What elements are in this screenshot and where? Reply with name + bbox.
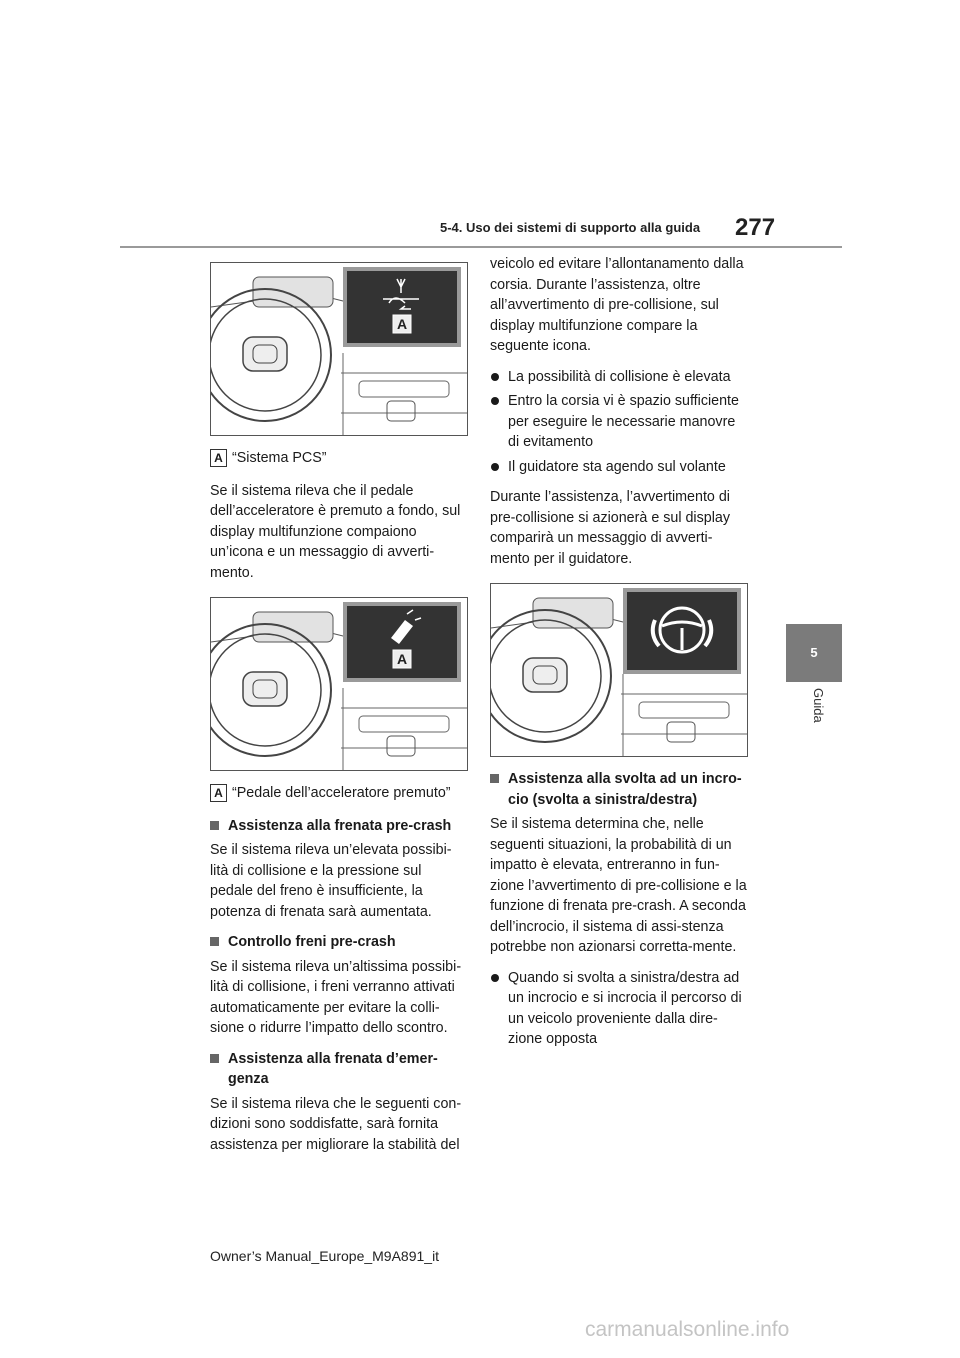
right-column (490, 254, 748, 1054)
section-title: 5-4. Uso dei sistemi di supporto alla guida (440, 220, 701, 235)
paragraph: Se il sistema rileva che le seguenti con-dizioni sono soddisfatte, sarà fornita assistenza per migliorare la stabilità del (210, 1095, 462, 1153)
header-rule (120, 246, 842, 248)
dashboard-illustration-icon (211, 263, 467, 435)
left-column (210, 262, 468, 1165)
dashboard-illustration-icon (491, 584, 747, 756)
chapter-tab[interactable]: 5 (786, 624, 842, 682)
paragraph: Se il sistema rileva un’elevata possibi-lità di collisione e la pressione sul pedale del freno è insufficiente, la potenza di frenata sarà aumentata. (210, 842, 452, 920)
page-number: 277 (735, 214, 776, 241)
bullet-item: Il guidatore sta agendo sul volante (490, 457, 748, 478)
footer-manual-id: Owner’s Manual_Europe_M9A891_it (210, 1248, 440, 1264)
figure-pcs-display (210, 262, 468, 436)
callout-marker: A (210, 449, 227, 467)
subheading-turn-assist: Assistenza alla svolta ad un incro-cio (svolta a sinistra/destra) (490, 769, 748, 810)
subheading-brake-assist: Assistenza alla frenata pre-crash (210, 816, 468, 837)
paragraph: Durante l’assistenza, l’avvertimento di pre-collisione si azionerà e sul display comparirà un messaggio di avverti-mento per il guidatore. (490, 489, 730, 567)
figure-caption-2: A “Pedale dell’acceleratore premuto” (210, 783, 468, 804)
chapter-tab-label: Guida (811, 688, 826, 723)
figure-accelerator-display (210, 597, 468, 771)
paragraph: Se il sistema determina che, nelle seguenti situazioni, la probabilità di un impatto è elevata, entreranno in fun-zione l’avvertimento di pre-collisione e la funzione di frenata pre-crash. A seconda dell’incrocio, il sistema di assi-stenza potrebbe non azionarsi corretta-mente. (490, 816, 747, 955)
figure-caption-1: A “Sistema PCS” (210, 448, 468, 469)
figure-steering-display (490, 583, 748, 757)
paragraph: Se il sistema rileva un’altissima possibi-lità di collisione, i freni verranno attivati automaticamente per evitare la colli-sione o ridurre l’impatto dello scontro. (210, 958, 462, 1036)
callout-marker: A (210, 784, 227, 802)
subheading-emergency-assist: Assistenza alla frenata d’emer-genza (210, 1049, 468, 1090)
bullet-item: Quando si svolta a sinistra/destra ad un incrocio e si incrocia il percorso di un veicolo proveniente dalla dire-zione opposta (490, 968, 748, 1050)
bullet-item: La possibilità di collisione è elevata (490, 367, 748, 388)
paragraph: Se il sistema rileva che il pedale dell’acceleratore è premuto a fondo, sul display multifunzione compaiono un’icona e un messaggio di avverti-mento. (210, 482, 461, 581)
paragraph: veicolo ed evitare l’allontanamento dalla corsia. Durante l’assistenza, oltre all’avvertimento di pre-collisione, sul display multifunzione compare la seguente icona. (490, 256, 744, 354)
subheading-pre-crash-brake: Controllo freni pre-crash (210, 932, 468, 953)
bullet-item: Entro la corsia vi è spazio sufficiente per eseguire le necessarie manovre di evitamento (490, 391, 748, 453)
dashboard-illustration-icon (211, 598, 467, 770)
watermark: carmanualsonline.info (585, 1318, 790, 1341)
figure-callout-a: A (396, 651, 408, 667)
figure-callout-a: A (396, 316, 408, 332)
